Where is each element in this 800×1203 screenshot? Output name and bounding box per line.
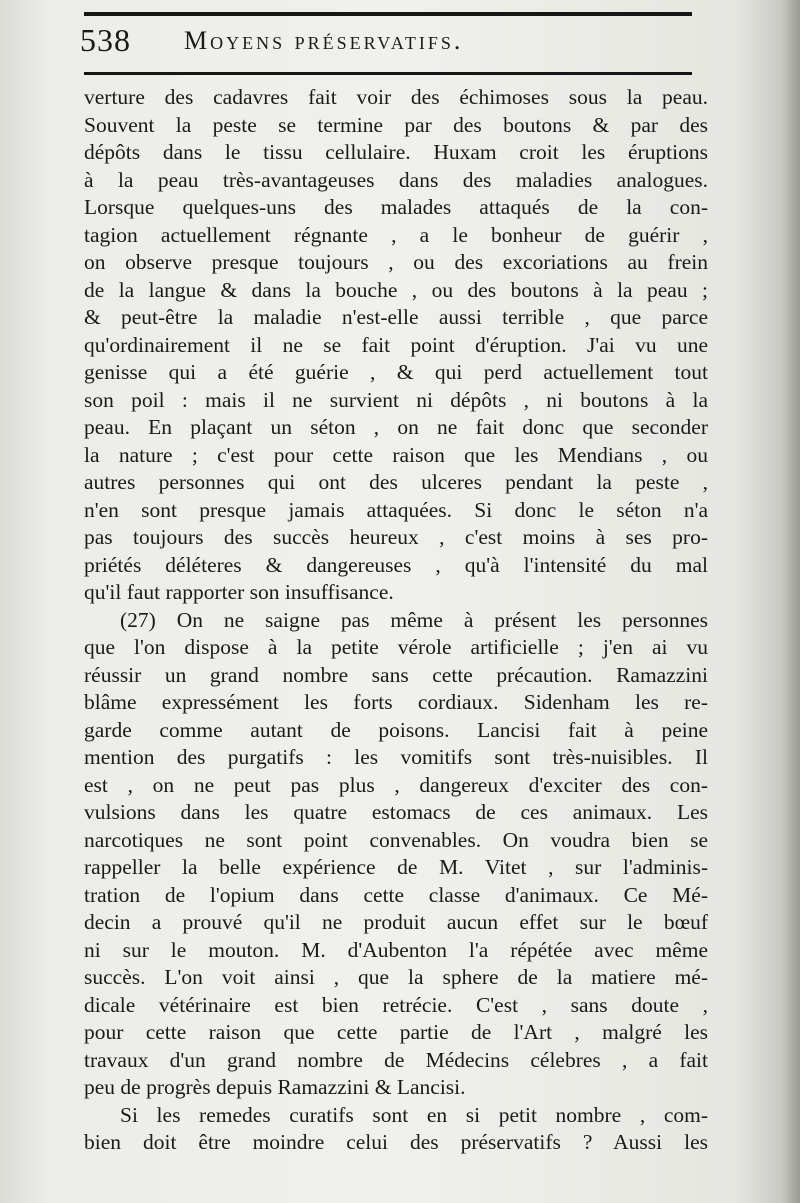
text-line: priétés déléteres & dangereuses , qu'à l'intensité du mal	[84, 552, 708, 577]
text-line: decin a prouvé qu'il ne produit aucun effet sur le bœuf	[84, 910, 708, 934]
text-line: est , on ne peut pas plus , dangereux d'exciter des con-	[84, 772, 708, 797]
text-line: pas toujours des succès heureux , c'est moins à ses pro-	[84, 525, 708, 549]
text-line: tagion actuellement régnante , a le bonheur de guérir ,	[84, 222, 708, 247]
text-line: garde comme autant de poisons. Lancisi fait à peine	[84, 717, 708, 742]
text-line: blâme expressément les forts cordiaux. Sidenham les re-	[84, 690, 708, 714]
text-line: que l'on dispose à la petite vérole artificielle ; j'en ai vu	[84, 635, 708, 659]
text-line: on observe presque toujours , ou des excoriations au frein	[84, 250, 708, 274]
text-line: qu'ordinairement il ne se fait point d'éruption. J'ai vu une	[84, 332, 708, 357]
text-line: tration de l'opium dans cette classe d'animaux. Ce Mé-	[84, 882, 708, 907]
text-line: bien doit être moindre celui des préservatifs ? Aussi les	[84, 1130, 708, 1154]
text-line: réussir un grand nombre sans cette précaution. Ramazzini	[84, 662, 708, 687]
text-line: Souvent la peste se termine par des boutons & par des	[84, 112, 708, 137]
text-line: n'en sont presque jamais attaquées. Si donc le séton n'a	[84, 497, 708, 522]
text-line: travaux d'un grand nombre de Médecins célebres , a fait	[84, 1047, 708, 1072]
text-line: verture des cadavres fait voir des échimoses sous la peau.	[84, 85, 708, 109]
paragraph-start-line: Si les remedes curatifs sont en si petit nombre , com-	[120, 1102, 708, 1127]
text-line: vulsions dans les quatre estomacs de ces animaux. Les	[84, 800, 708, 824]
header-top-rule	[84, 12, 692, 16]
text-line: ni sur le mouton. M. d'Aubenton l'a répétée avec même	[84, 937, 708, 962]
text-line: dépôts dans le tissu cellulaire. Huxam croit les éruptions	[84, 140, 708, 164]
text-line: pour cette raison que cette partie de l'Art , malgré les	[84, 1020, 708, 1044]
paragraph-start-line: (27) On ne saigne pas même à présent les personnes	[120, 607, 708, 632]
header-bottom-rule	[84, 72, 692, 75]
text-line: de la langue & dans la bouche , ou des boutons à la peau ;	[84, 277, 708, 302]
running-title: Moyens préservatifs.	[184, 26, 464, 55]
text-line: son poil : mais il ne survient ni dépôts , ni boutons à la	[84, 387, 708, 412]
page-edge-shadow	[782, 0, 800, 1203]
text-line: narcotiques ne sont point convenables. On voudra bien se	[84, 827, 708, 852]
text-line: mention des purgatifs : les vomitifs sont très-nuisibles. Il	[84, 745, 708, 769]
page-header	[80, 20, 700, 68]
text-line: qu'il faut rapporter son insuffisance.	[84, 580, 394, 604]
text-line: à la peau très-avantageuses dans des maladies analogues.	[84, 167, 708, 192]
body-text	[84, 84, 708, 1157]
text-line: autres personnes qui ont des ulceres pendant la peste ,	[84, 470, 708, 494]
text-line: succès. L'on voit ainsi , que la sphere de la matiere mé-	[84, 965, 708, 989]
page-number: 538	[80, 22, 131, 58]
text-line: genisse qui a été guérie , & qui perd actuellement tout	[84, 360, 708, 384]
text-line: dicale vétérinaire est bien retrécie. C'est , sans doute ,	[84, 992, 708, 1017]
text-line: peu de progrès depuis Ramazzini & Lancisi.	[84, 1075, 466, 1099]
text-line: la nature ; c'est pour cette raison que les Mendians , ou	[84, 442, 708, 467]
text-line: & peut-être la maladie n'est-elle aussi terrible , que parce	[84, 305, 708, 329]
text-line: rappeller la belle expérience de M. Vitet , sur l'adminis-	[84, 855, 708, 879]
text-line: Lorsque quelques-uns des malades attaqués de la con-	[84, 195, 708, 219]
text-line: peau. En plaçant un séton , on ne fait donc que seconder	[84, 415, 708, 439]
